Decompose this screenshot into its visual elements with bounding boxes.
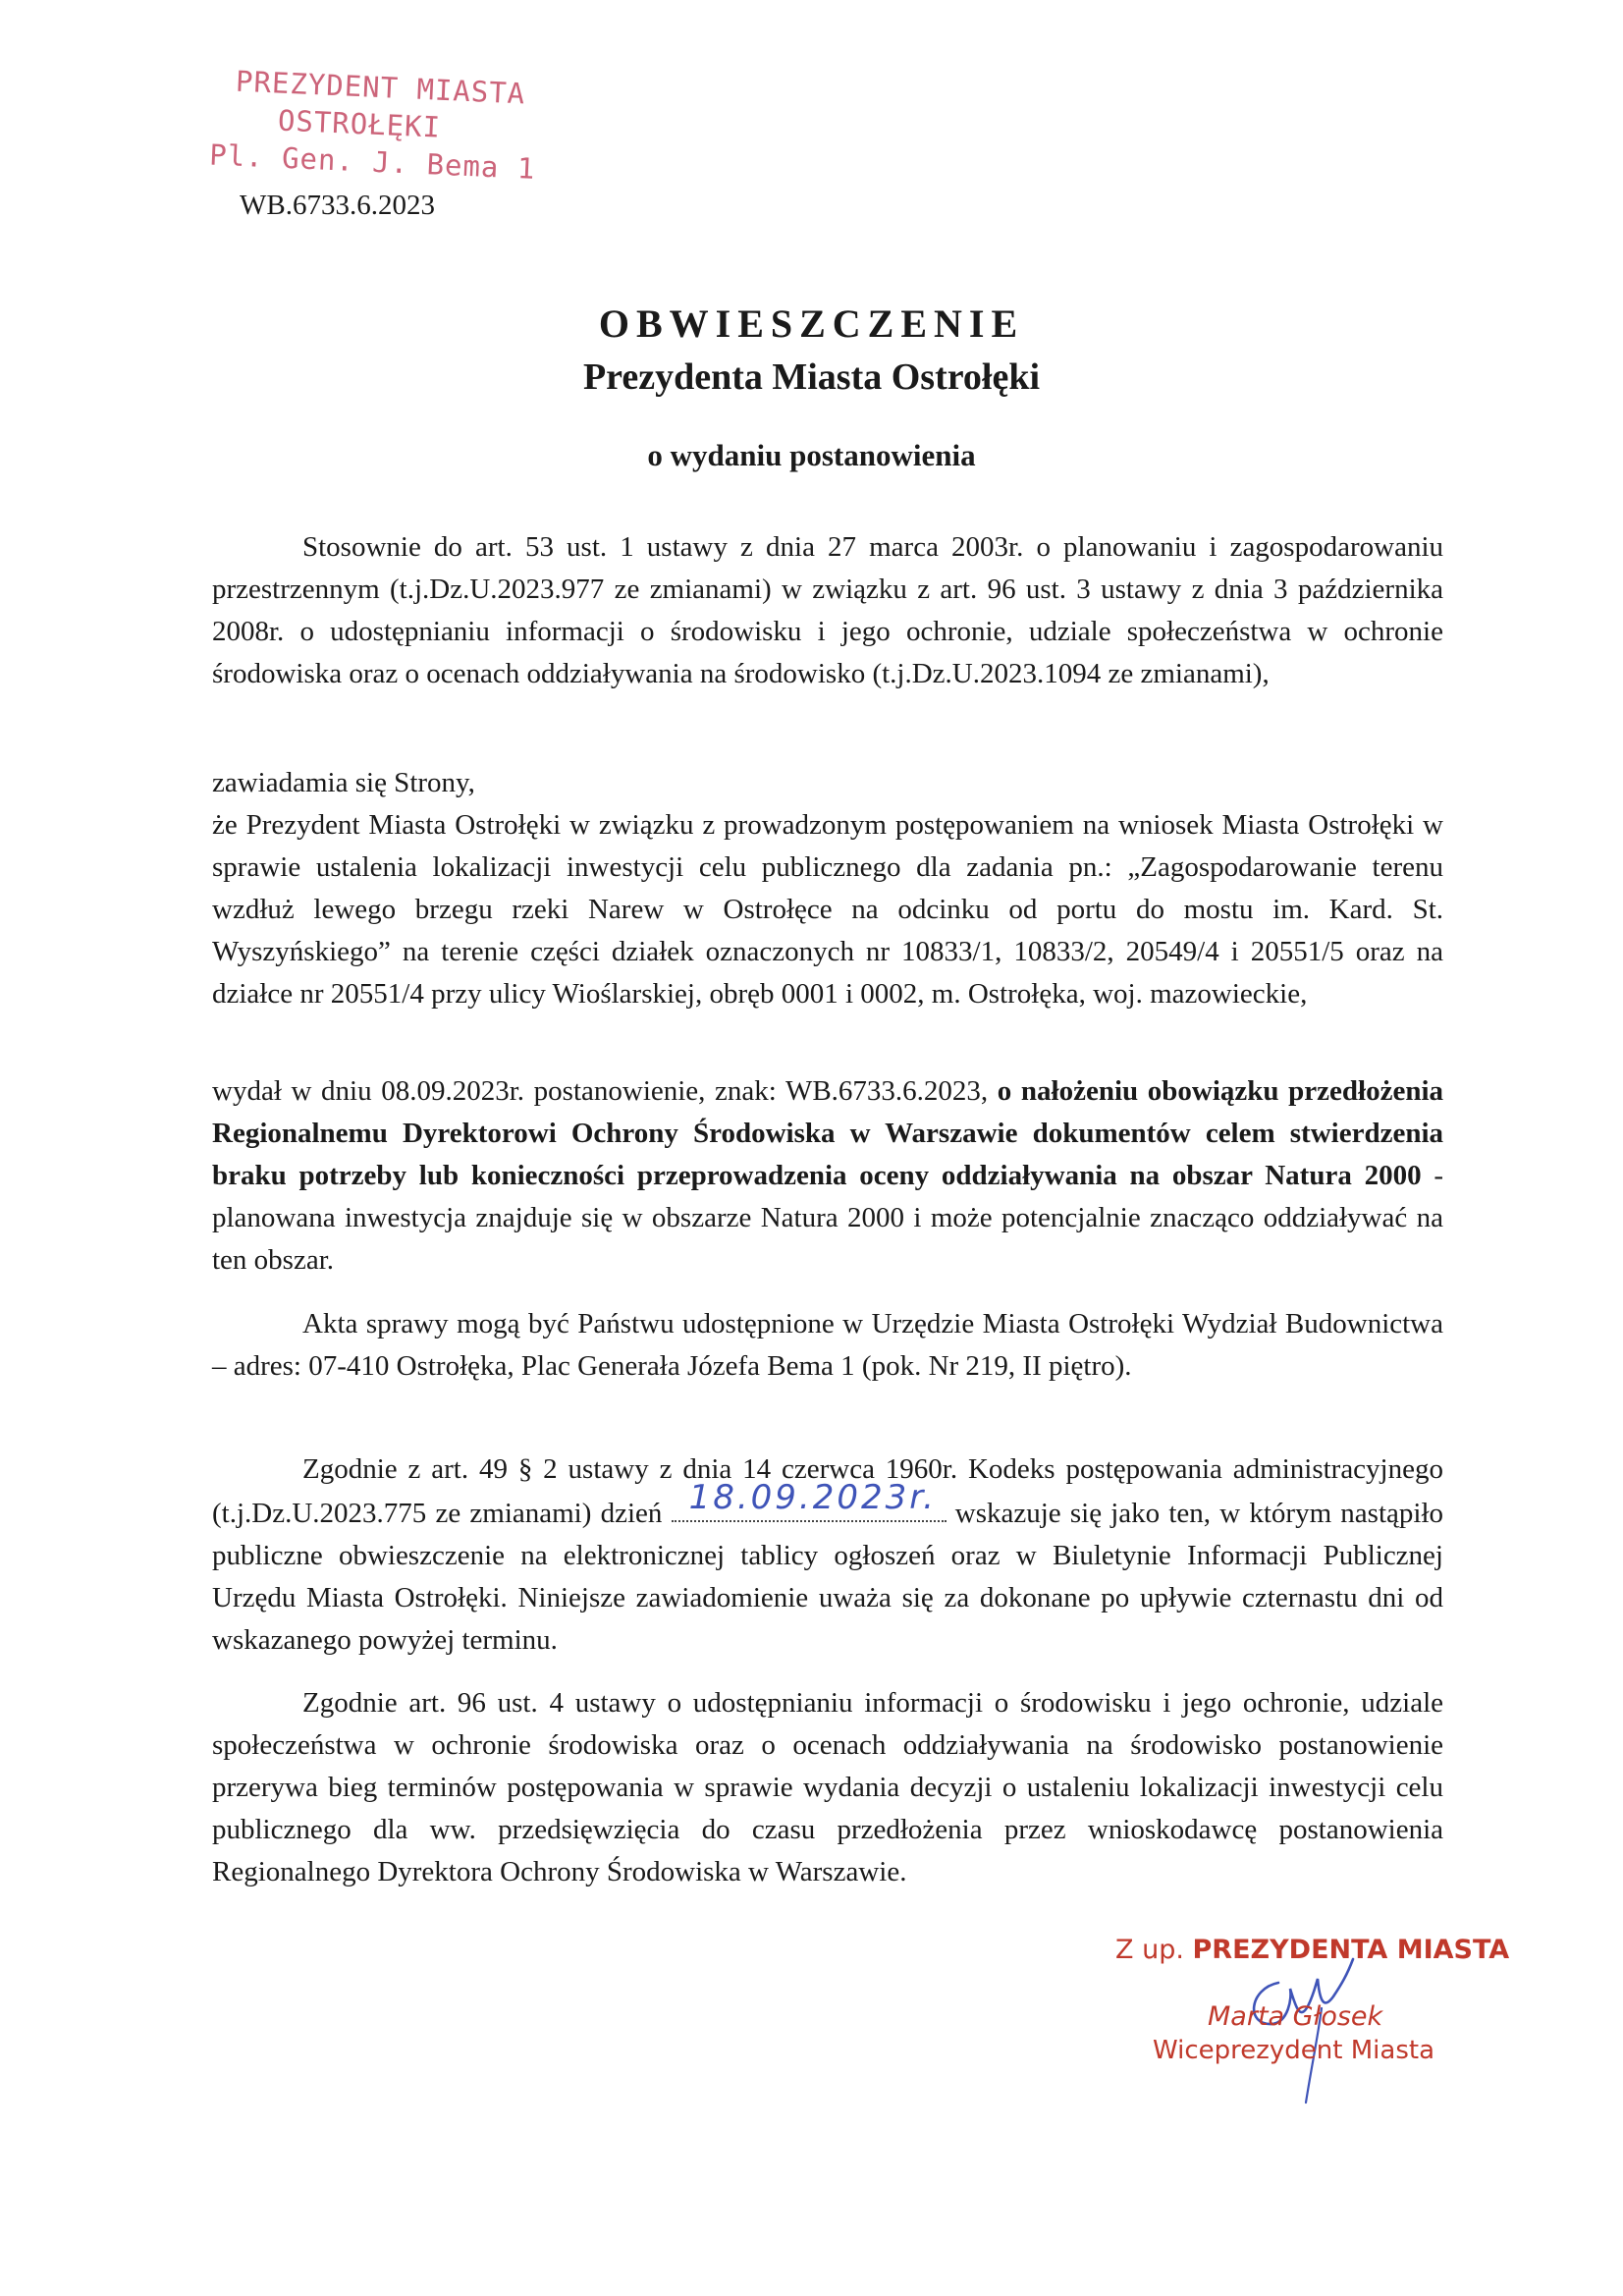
handwritten-date: 18.09.2023r. bbox=[688, 1478, 937, 1517]
decision-intro: wydał w dniu 08.09.2023r. postanowienie, znak: WB.6733.6.2023, bbox=[212, 1075, 998, 1107]
notification-intro: zawiadamia się Strony, bbox=[212, 767, 475, 798]
paragraph-case-files: Akta sprawy mogą być Państwu udostępnione w Urzędzie Miasta Ostrołęki Wydział Budownictwa – adres: 07-410 Ostrołęka, Plac Generała Józefa Bema 1 (pok. Nr 219, II piętro). bbox=[212, 1308, 1443, 1382]
paragraph-notification bbox=[212, 762, 1443, 1015]
document-title: OBWIESZCZENIE bbox=[598, 301, 1025, 346]
stamp-line-3: Pl. Gen. J. Bema 1 bbox=[208, 137, 537, 186]
stamp-line-2: OSTROŁĘKI bbox=[277, 103, 442, 144]
decision-reason: - planowana inwestycja znajduje się w obszarze Natura 2000 i może potencjalnie znacząco oddziaływać na ten obszar. bbox=[212, 1160, 1443, 1276]
signatory-role: Wiceprezydent Miasta bbox=[1153, 2036, 1435, 2065]
paragraph-legal-basis: Stosownie do art. 53 ust. 1 ustawy z dnia 27 marca 2003r. o planowaniu i zagospodarowaniu przestrzennym (t.j.Dz.U.2023.977 ze zmianami) w związku z art. 96 ust. 3 ustawy z dnia 3 października 2008r. o udostępnianiu informacji o środowisku i jego ochronie, udziale społeczeństwa w ochronie środowiska oraz o ocenach oddziaływania na środowisko (t.j.Dz.U.2023.1094 ze zmianami), bbox=[212, 531, 1443, 689]
publication-rest: wskazuje się jako ten, w którym nastąpiło publiczne obwieszczenie na elektronicznej tablicy ogłoszeń oraz w Biuletynie Informacji Publicznej Urzędu Miasta Ostrołęki. Niniejsze zawiadomienie uważa się za dokonane po upływie czternastu dni od wskazanego powyżej terminu. bbox=[212, 1498, 1444, 1656]
publication-intro: Zgodnie z art. 49 § 2 ustawy z dnia 14 czerwca 1960r. Kodeks postępowania administracyjnego (t.j.Dz.U.2023.775 ze zmianami) dzień bbox=[212, 1453, 1443, 1529]
reference-number: WB.6733.6.2023 bbox=[240, 190, 435, 221]
date-field bbox=[672, 1478, 947, 1522]
paragraph-decision bbox=[212, 1070, 1443, 1282]
document-issuer: Prezydenta Miasta Ostrołęki bbox=[582, 356, 1041, 398]
stamp-line-1: PREZYDENT MIASTA bbox=[235, 64, 526, 111]
authority-office: PREZYDENTA MIASTA bbox=[1192, 1935, 1510, 1965]
paragraph-suspension: Zgodnie art. 96 ust. 4 ustawy o udostępnianiu informacji o środowisku i jego ochronie, udziale społeczeństwa w ochronie środowiska oraz o ocenach oddziaływania na środowisko postanowienie przerywa bieg terminów postępowania w sprawie wydania decyzji o ustaleniu lokalizacji inwestycji celu publicznego dla ww. przedsięwzięcia do czasu przedłożenia przez wnioskodawcę postanowienia Regionalnego Dyrektora Ochrony Środowiska w Warszawie. bbox=[212, 1687, 1443, 1887]
notification-body: że Prezydent Miasta Ostrołęki w związku z prowadzonym postępowaniem na wniosek Miasta Ostrołęki w sprawie ustalenia lokalizacji inwestycji celu publicznego dla zadania pn.: „Zagospodarowanie terenu wzdłuż lewego brzegu rzeki Narew w Ostrołęce na odcinku od portu do mostu im. Kard. St. Wyszyńskiego” na terenie części działek oznaczonych nr 10833/1, 10833/2, 20549/4 i 20551/5 oraz na działce nr 20551/4 przy ulicy Wioślarskiej, obręb 0001 i 0002, m. Ostrołęka, woj. mazowieckie, bbox=[212, 809, 1443, 1010]
decision-subject: o nałożeniu obowiązku przedłożenia Regionalnemu Dyrektorowi Ochrony Środowiska w Warszawie dokumentów celem stwierdzenia braku potrzeby lub konieczności przeprowadzenia oceny oddziaływania na obszar Natura 2000 bbox=[212, 1075, 1443, 1191]
paragraph-publication-date bbox=[212, 1449, 1443, 1662]
signatory-name: Marta Głosek bbox=[1208, 2001, 1383, 2032]
authority-prefix: Z up. bbox=[1115, 1935, 1193, 1965]
document-subject: o wydaniu postanowienia bbox=[647, 438, 976, 472]
office-stamp bbox=[190, 61, 568, 189]
